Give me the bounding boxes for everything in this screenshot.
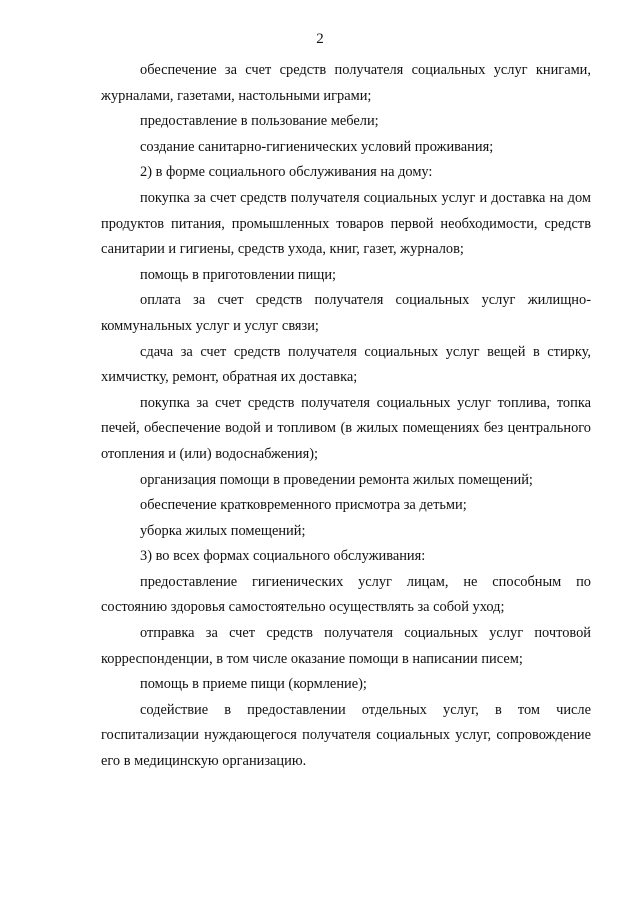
paragraph: оплата за счет средств получателя социальных услуг жилищно-коммунальных услуг и услуг связи; [101, 292, 591, 334]
paragraph: организация помощи в проведении ремонта жилых помещений; [140, 471, 533, 488]
paragraph: отправка за счет средств получателя социальных услуг почтовой корреспонденции, в том числе оказание помощи в написании писем; [101, 625, 591, 667]
paragraph: создание санитарно-гигиенических условий проживания; [140, 138, 494, 155]
paragraph: предоставление гигиенических услуг лицам, не способным по состоянию здоровья самостоятельно осуществлять за собой уход; [101, 573, 591, 616]
paragraph: покупка за счет средств получателя социальных услуг и доставка на дом продуктов питания, промышленных товаров первой необходимости, средств санитарии и гигиены, средств ухода, книг, газет, журналов; [101, 189, 591, 258]
section-heading: 3) во всех формах социального обслуживания: [140, 548, 426, 565]
paragraph: помощь в приготовлении пищи; [140, 266, 337, 283]
section-heading: 2) в форме социального обслуживания на дому: [140, 164, 433, 181]
paragraph: сдача за счет средств получателя социальных услуг вещей в стирку, химчистку, ремонт, обратная их доставка; [101, 343, 591, 386]
document-body [101, 58, 591, 775]
paragraph: обеспечение кратковременного присмотра за детьми; [140, 497, 467, 514]
paragraph: предоставление в пользование мебели; [140, 113, 379, 130]
paragraph: уборка жилых помещений; [140, 522, 306, 539]
page-number: 2 [316, 31, 324, 47]
paragraph: содействие в предоставлении отдельных услуг, в том числе госпитализации нуждающегося получателя социальных услуг, сопровождение его в медицинскую организацию. [101, 701, 591, 770]
paragraph: покупка за счет средств получателя социальных услуг топлива, топка печей, обеспечение водой и топливом (в жилых помещениях без центрального отопления и (или) водоснабжения); [101, 394, 591, 462]
paragraph: обеспечение за счет средств получателя социальных услуг книгами, журналами, газетами, настольными играми; [101, 62, 591, 104]
paragraph: помощь в приеме пищи (кормление); [140, 676, 367, 693]
